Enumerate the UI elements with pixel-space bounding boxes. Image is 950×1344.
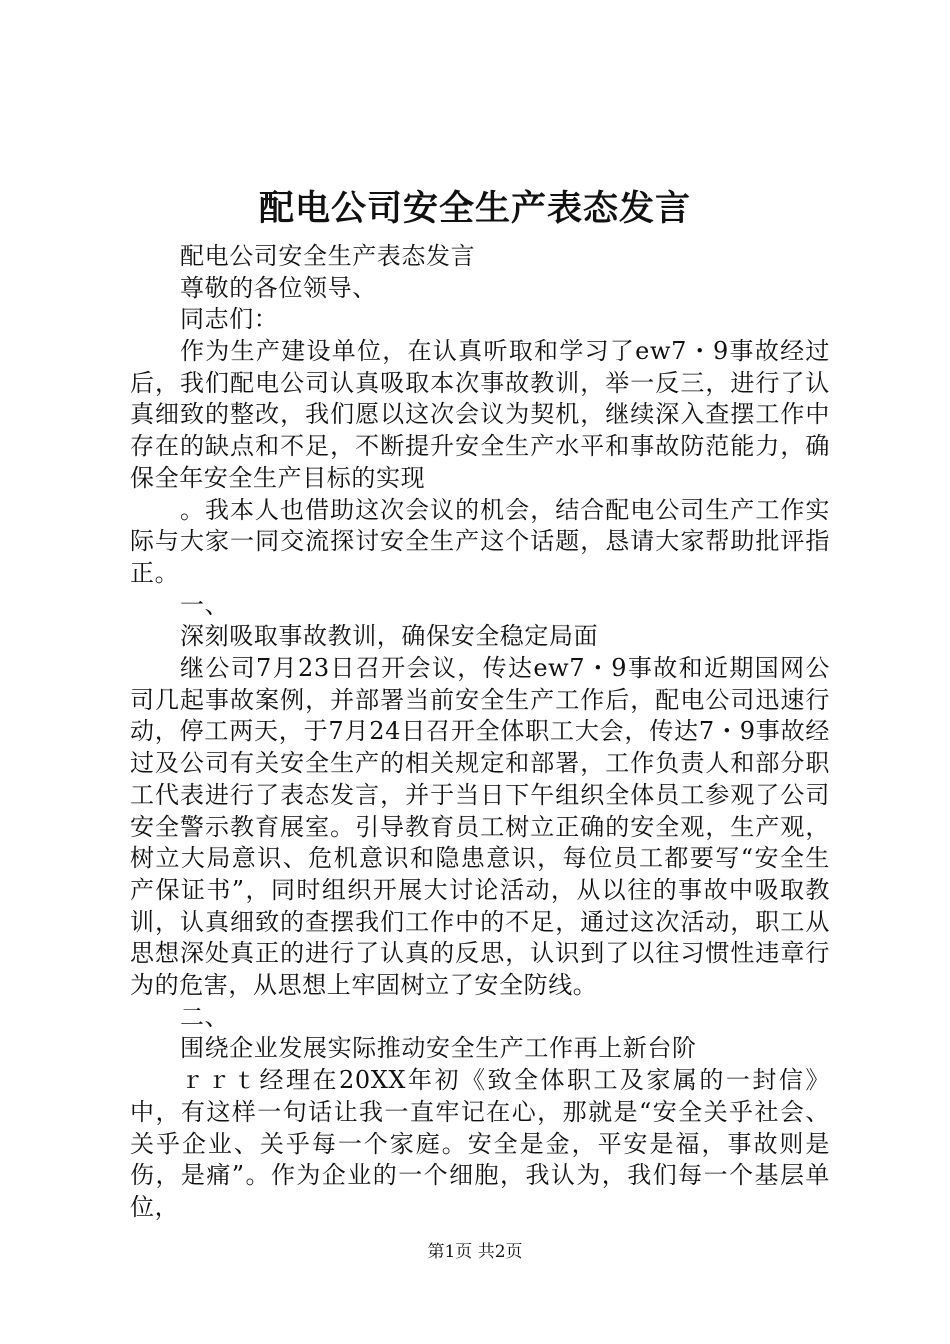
page-footer: 第1页 共2页: [427, 1242, 523, 1262]
paragraph-section-2: ｒｒｔ经理在20XX年初《致全体职工及家属的一封信》中，有这样一句话让我一直牢记在心，那就是“安全关乎社会、关乎企业、关乎每一个家庭。安全是金，平安是福，事故则是伤，是痛”。作为企业的一个细胞，我认为，我们每一个基层单位，: [130, 1066, 830, 1221]
section-heading-1: 深刻吸取事故教训，确保安全稳定局面: [180, 622, 599, 651]
subtitle-line: 配电公司安全生产表态发言: [180, 242, 476, 270]
document-body: [130, 241, 830, 1224]
section-number-1: 一、: [180, 590, 230, 619]
section-heading-2: 围绕企业发展实际推动安全生产工作再上新台阶: [180, 1034, 697, 1063]
document-title: 配电公司安全生产表态发言: [258, 188, 691, 229]
paragraph-intro: 作为生产建设单位，在认真听取和学习了ew7・9事故经过后，我们配电公司认真吸取本次事故教训，举一反三，进行了认真细致的整改，我们愿以这次会议为契机，继续深入查摆工作中存在的缺点和不足，不断提升安全生产水平和事故防范能力，确保全年安全生产目标的实现: [130, 337, 830, 492]
salutation-line-1: 尊敬的各位领导、: [180, 273, 377, 302]
paragraph-section-1: 继公司7月23日召开会议，传达ew7・9事故和近期国网公司几起事故案例，并部署当前安全生产工作后，配电公司迅速行动，停工两天，于7月24日召开全体职工大会，传达7・9事故经过及公司有关安全生产的相关规定和部署，工作负责人和部分职工代表进行了表态发言，并于当日下午组织全体员工参观了公司安全警示教育展室。引导教育员工树立正确的安全观，生产观，树立大局意识、危机意识和隐患意识，每位员工都要写“安全生产保证书”，同时组织开展大讨论活动，从以往的事故中吸取教训，认真细致的查摆我们工作中的不足，通过这次活动，职工从思想深处真正的进行了认真的反思，认识到了以往习惯性违章行为的危害，从思想上牢固树立了安全防线。: [130, 654, 830, 1000]
salutation-line-2: 同志们：: [180, 305, 279, 334]
section-number-2: 二、: [180, 1002, 230, 1031]
paragraph-intro-continued: 。我本人也借助这次会议的机会，结合配电公司生产工作实际与大家一同交流探讨安全生产这个话题，恳请大家帮助批评指正。: [130, 495, 830, 587]
